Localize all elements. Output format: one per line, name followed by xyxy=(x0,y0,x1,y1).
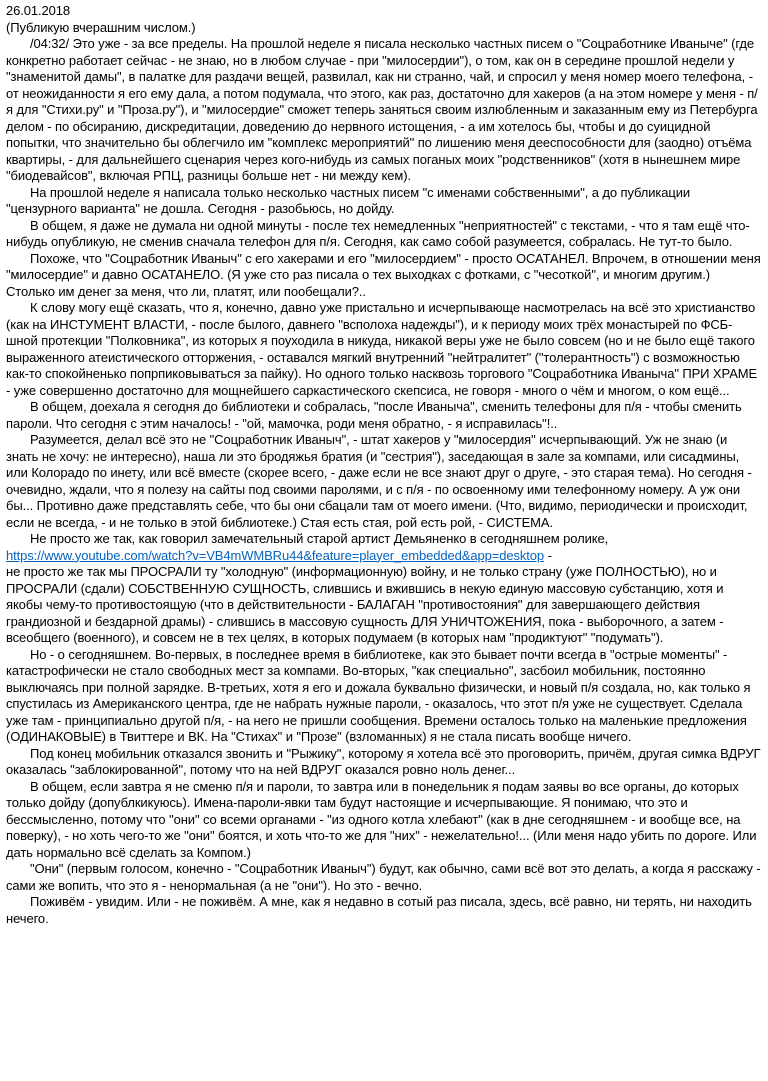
youtube-link[interactable]: https://www.youtube.com/watch?v=VB4mWMBRu44&feature=player_embedded&app=desktop xyxy=(6,547,545,563)
paragraph: Разумеется, делал всё это не "Соцработник Иваныч", - штат хакеров у "милосердия" исчерпывающий. Уж не знаю (и знать не хочу: не интересно), наша ли это бродяжья братия (и "сестрия"), заседающая в зале за компами, или сисадмины, или Колорадо по инету, или всё вместе (скорее всего, - даже если не все знают друг о друге, - это старая тема). Но сегодня - очевидно, ждали, что я полезу на сайты под своими паролями, и с п/я - по освоенному ими телефонному номеру. А уж они бы... Противно даже представлять себе, что бы они сбацали там от моего имени. (Что, видимо, периодически и происходит, если не всегда, - и не только в этой библиотеке.) Стая есть стая, рой есть рой, - СИСТЕМА. xyxy=(6,432,752,530)
link-suffix: - xyxy=(544,547,552,563)
paragraph: /04:32/ Это уже - за все пределы. На прошлой неделе я писала несколько частных писем о "Соцработнике Иваныче" (где конкретно работает сейчас - не знаю, но в любом случае - при "милосердии"), о том, как он в середине прошлой недели у "знаменитой дамы", в палатке для раздачи вещей, развилал, как ни странно, чай, и спросил у меня номер моего телефона, - от неожиданности я его ему дала, а потом подумала, что этого, как раз, достаточно для хакеров (а на этом номере у меня - п/я для "Стихи.ру" и "Проза.ру"), и "милосердие" сможет теперь заняться своим излюбленным и заказанным ему из Петербурга делом - по обсиранию, дискредитации, доведению до нервного истощения, - а им хотелось бы, чтобы и до суицидной попытки, что значительно бы облегчило им "комплекс мероприятий" по лишению меня дееспособности для (заодно) отъёма квартиры, - для дальнейшего сценария через кого-нибудь из самых поганых моих "родственников" (хотя в нынешнем мире "биодевайсов", включая РПЦ, разницы больше нет - ни между кем). xyxy=(6,36,758,183)
quote-intro: Не просто же так, как говорил замечательный старой артист Демьяненко в сегодняшнем ролике, xyxy=(30,531,609,546)
paragraph: Под конец мобильник отказался звонить и "Рыжику", которому я хотела всё это проговорить, причём, другая симка ВДРУГ оказалась "заблокированной", потому что на ней ВДРУГ оказался ровно ноль денег... xyxy=(6,745,761,777)
paragraph: Но - о сегодняшнем. Во-первых, в последнее время в библиотеке, как это бывает почти всегда в "острые моменты" - катастрофически не стало свободных мест за компами. Во-вторых, "как специально", засбоил мобильник, постоянно выключаясь при полной зарядке. В-третьих, хотя я его и дожала буквально физически, и новый п/я создала, но, как только я спустилась из Американского центра, где не набрать нужные пароли, - оказалось, что этот п/я уже не существует. Сделала уже там - принципиально другой п/я, - на него не пришли сообщения. Времени осталось только на маленькие предложения (ОДИНАКОВЫЕ) в Твиттере и ВК. На "Стихах" и "Прозе" (взломанных) я не стала писать вообще ничего. xyxy=(6,646,751,744)
paragraph: Похоже, что "Соцработник Иваныч" с его хакерами и его "милосердием" - просто ОСАТАНЕЛ. Впрочем, в отношении меня "милосердие" и давно ОСАТАНЕЛО. (Я уже сто раз писала о тех выходках с фотками, с "чесоткой", и многим другим.) Столько им денег за меня, что ли, платят, или пообещали?.. xyxy=(6,250,761,299)
publication-note: (Публикую вчерашним числом.) xyxy=(6,19,196,35)
quote-text: не просто же так мы ПРОСРАЛИ ту "холодную" (информационную) войну, и не только страну (уже ПОЛНОСТЬЮ), но и ПРОСРАЛИ (сдали) СОБСТВЕННУЮ СУЩНОСТЬ, слившись и вжившись в некую единую массовую субстанцию, хотя и якобы чему-то противостоящую (что в действительности - БАЛАГАН "противостояния" для завершающего действия грандиозной и бездарной драмы) - слившись в массовую сущность ДЛЯ УНИЧТОЖЕНИЯ, пока - выборочного, а затем - всеобщего (военного), и совсем не в тех целях, в которых подумаем (в которых нам "продиктуют" "подумать"). xyxy=(6,564,724,645)
paragraph: В общем, я даже не думала ни одной минуты - после тех немедленных "неприятностей" с текстами, - что я там ещё что-нибудь опубликую, не сменив сначала телефон для п/я. Сегодня, как само собой разумеется, собралась. Не тут-то было. xyxy=(6,217,750,249)
paragraph: "Они" (первым голосом, конечно - "Соцработник Иваныч") будут, как обычно, сами всё вот это делать, а когда я расскажу - сами же вопить, что это я - ненормальная (а не "они"). Но это - вечно. xyxy=(6,861,761,893)
paragraph: В общем, если завтра я не сменю п/я и пароли, то завтра или в понедельник я подам заявы во все органы, до которых только дойду (допублкикуюсь). Имена-пароли-явки там будут настоящие и исчерпывающие. Я понимаю, что это и бессмысленно, потому что "они" со всеми органами - "из одного котла хлебают" (как в дне сегодняшнем - и вообще все, на поверку), - но хоть чего-то же "они" боятся, и хоть что-то же для "них" - нежелательно!... (Или меня надо убить по дороге. Или дать нормально всё сделать за Компом.) xyxy=(6,778,757,860)
link-line xyxy=(6,548,762,565)
paragraph: Поживём - увидим. Или - не поживём. А мне, как я недавно в сотый раз писала, здесь, всё равно, ни терять, ни находить нечего. xyxy=(6,894,752,926)
paragraph: К слову могу ещё сказать, что я, конечно, давно уже пристально и исчерпывающе насмотрелась на всё это христианство (как на ИНСТУМЕНТ ВЛАСТИ, - после былого, давнего "всполоха надежды"), и к периоду моих трёх монастырей по ФСБ-шной протекции "Полковника", из которых я поуходила в никуда, никакой веры уже не было совсем (но и не было ещё такого выраженного атеистического отторжения, - оставался мягкий внутренний "нейтралитет" ("толерантность") с возможностью как-то спокойненько попрпиковываться за пайку). Но одного только насквозь торгового "Соцработника Иваныча" ПРИ ХРАМЕ - уже совершенно достаточно для мощнейшего саркастического скепсиса, не говоря - много о чём и многом, о ком ещё... xyxy=(6,300,758,398)
paragraph: В общем, доехала я сегодня до библиотеки и собралась, "после Иваныча", сменить телефоны для п/я - чтобы сменить пароли. Что сегодня с этим началось! - "ой, мамочка, роди меня обратно, - я исправилась"!.. xyxy=(6,399,742,431)
paragraph: На прошлой неделе я написала только несколько частных писем "с именами собственными", а до публикации "цензурного варианта" не дошла. Сегодня - разобьюсь, но дойду. xyxy=(6,184,691,216)
date-line: 26.01.2018 xyxy=(6,3,71,18)
